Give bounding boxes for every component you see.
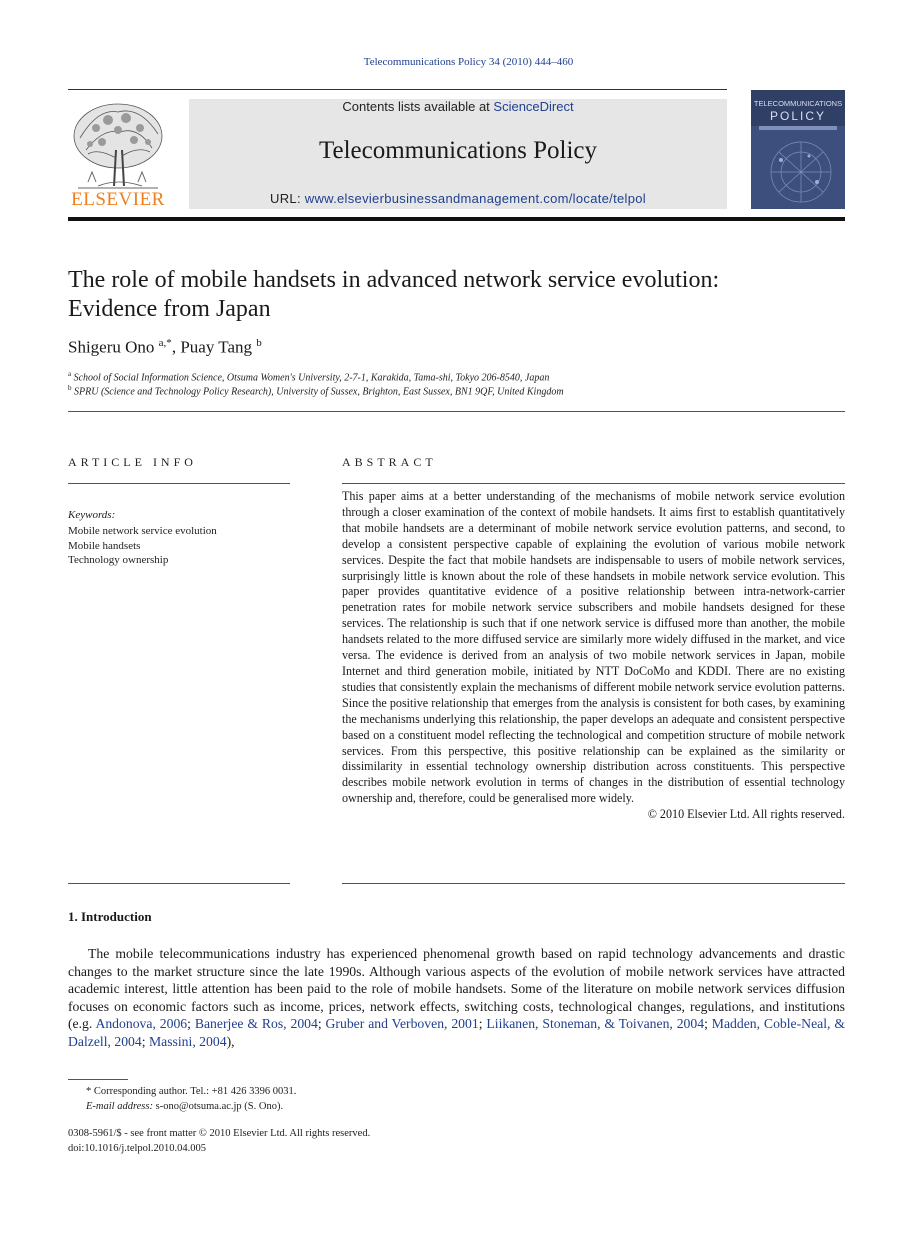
reference-link[interactable]: Andonova, 2006 — [95, 1016, 188, 1031]
email-label: E-mail address: — [86, 1101, 153, 1112]
author-separator: , — [171, 337, 181, 357]
journal-url-link[interactable]: www.elsevierbusinessandmanagement.com/locate/telpol — [304, 191, 646, 206]
intro-text-end: ), — [226, 1033, 235, 1049]
abstract-heading: ABSTRACT — [342, 455, 437, 469]
keywords-list — [68, 524, 217, 568]
header-thick-rule — [68, 217, 845, 221]
reference-link[interactable]: Liikanen, Stoneman, & Toivanen, 2004 — [486, 1016, 705, 1031]
article-title-line2: Evidence from Japan — [68, 296, 271, 322]
author-affiliation-mark[interactable]: b — [256, 337, 262, 349]
abstract-body — [342, 489, 845, 823]
email-address[interactable]: s-ono@otsuma.ac.jp (S. Ono). — [152, 1101, 284, 1112]
journal-url-line — [189, 191, 727, 206]
reference-link[interactable]: Banerjee & Ros, 2004 — [194, 1016, 318, 1031]
journal-cover-thumbnail[interactable] — [751, 90, 845, 209]
journal-title: Telecommunications Policy — [318, 137, 598, 164]
journal-citation[interactable]: Telecommunications Policy 34 (2010) 444–460 — [363, 56, 574, 68]
footnote — [68, 1084, 296, 1114]
issn-line: 0308-5961/$ - see front matter © 2010 Elsevier Ltd. All rights reserved. — [68, 1128, 371, 1139]
ref-separator: ; — [478, 1016, 487, 1031]
corresponding-author-note: * Corresponding author. Tel.: +81 426 3396 0031. — [86, 1086, 297, 1097]
section-rule — [68, 411, 845, 412]
abstract-text: This paper aims at a better understanding of the mechanisms of mobile network service evolution through a closer examination of the context of mobile handsets. It aims first to establish quantitatively that mobile handsets are a determinant of mobile network service evolution patterns, and second, to develop a consistent perspective capable of explaining the evolution of various mobile network services. Despite the fact that mobile handsets are indispensable to users of mobile network services, surprisingly little is known about the role of these handsets in mobile network service evolution. This paper provides quantitative evidence of a positive relationship between intra-network-carrier penetration rates for mobile network service subscribers and mobile handsets designed for these services. The relationship is such that if one network service is diffused more than another, the mobile handsets related to the more diffused service are similarly more widely diffused in the market, and vice versa. The evidence is derived from an analysis of two mobile network services in Japan, mobile Internet and third generation mobile, initiated by NTT DoCoMo and KDDI. There are no existing studies that consistently explain the mechanisms of different mobile network service evolution patterns. Since the positive relationship that emerges from the analysis is consistent for both cases, by examining the mechanisms underlying this relationship, the paper develops an adequate and consistent perspective based on a constituent model reflecting the technological and competition structure of mobile network services. From this perspective, this positive relationship can be explained as the similarity or dissimilarity in essential technology ownership distribution across constituents. This perspective describes mobile network evolution in terms of changes in the distribution of essential technology ownership and, therefore, could be generalised more widely. — [342, 489, 845, 806]
front-matter — [68, 1126, 370, 1156]
journal-header-box — [189, 99, 727, 209]
abstract-copyright: © 2010 Elsevier Ltd. All rights reserved. — [647, 807, 845, 822]
ref-separator: ; — [704, 1016, 712, 1031]
footnote-rule — [68, 1079, 128, 1080]
keyword-item: Mobile handsets — [68, 539, 141, 552]
ref-separator: ; — [187, 1016, 195, 1031]
affiliation-text: School of Social Information Science, Otsuma Women's University, 2-7-1, Karakida, Tama-shi, Tokyo 206-8540, Japan — [73, 372, 550, 384]
ref-separator: ; — [317, 1016, 326, 1031]
affiliation-a — [68, 370, 549, 383]
author-affiliation-mark[interactable]: a,* — [158, 337, 172, 349]
article-info-rule-bottom — [68, 883, 290, 884]
abstract-rule-top — [342, 483, 845, 484]
contents-line — [189, 99, 727, 114]
author-name[interactable]: Puay Tang — [180, 337, 252, 357]
cover-title-1: TELECOMMUNICATIONS — [753, 99, 843, 108]
doi-line[interactable]: doi:10.1016/j.telpol.2010.04.005 — [68, 1143, 206, 1154]
contents-prefix: Contents lists available at — [342, 99, 494, 114]
email-line — [68, 1099, 296, 1114]
article-title-line1: The role of mobile handsets in advanced network service evolution: — [68, 267, 720, 293]
reference-link[interactable]: Massini, 2004 — [148, 1033, 227, 1049]
abstract-rule-bottom — [342, 883, 845, 884]
keyword-item: Technology ownership — [68, 554, 169, 566]
affiliation-text: SPRU (Science and Technology Policy Research), University of Sussex, Brighton, East Sussex, BN1 9QF, United Kingdom — [74, 386, 564, 398]
keywords-label: Keywords: — [68, 509, 116, 521]
affiliation-mark: a — [68, 370, 72, 378]
sciencedirect-link[interactable]: ScienceDirect — [493, 99, 574, 114]
section-heading-introduction: 1. Introduction — [68, 909, 152, 924]
article-info-rule-top — [68, 483, 290, 484]
affiliation-b — [68, 384, 564, 397]
affiliation-mark: b — [68, 384, 72, 392]
author-list — [68, 337, 262, 358]
intro-text: The mobile telecommunications industry has experienced phenomenal growth based on rapid technology advancements and drastic changes to the market structure since the late 1990s. Although various aspects of the evolution of mobile network services have attracted academic interest, little attention has been paid to the role of mobile handsets. Some of the literature on mobile network services diffusion focuses on economic factors such as income, prices, network effects, switching costs, technological changes, regulations, and institutions (e.g. — [68, 946, 845, 1031]
article-title — [68, 266, 848, 324]
header-rule — [68, 89, 727, 90]
cover-title-2: POLICY — [769, 109, 827, 123]
url-prefix: URL: — [270, 191, 305, 206]
ref-separator: ; — [141, 1033, 149, 1049]
publisher-name: ELSEVIER — [71, 189, 165, 210]
reference-link[interactable]: Madden, Coble-Neal, & Dalzell, 2004 — [68, 1016, 845, 1049]
reference-link[interactable]: Gruber and Verboven, 2001 — [325, 1016, 479, 1031]
introduction-paragraph — [68, 945, 845, 1050]
article-info-heading: ARTICLE INFO — [68, 455, 197, 469]
keyword-item: Mobile network service evolution — [68, 525, 217, 537]
author-name[interactable]: Shigeru Ono — [68, 337, 155, 357]
